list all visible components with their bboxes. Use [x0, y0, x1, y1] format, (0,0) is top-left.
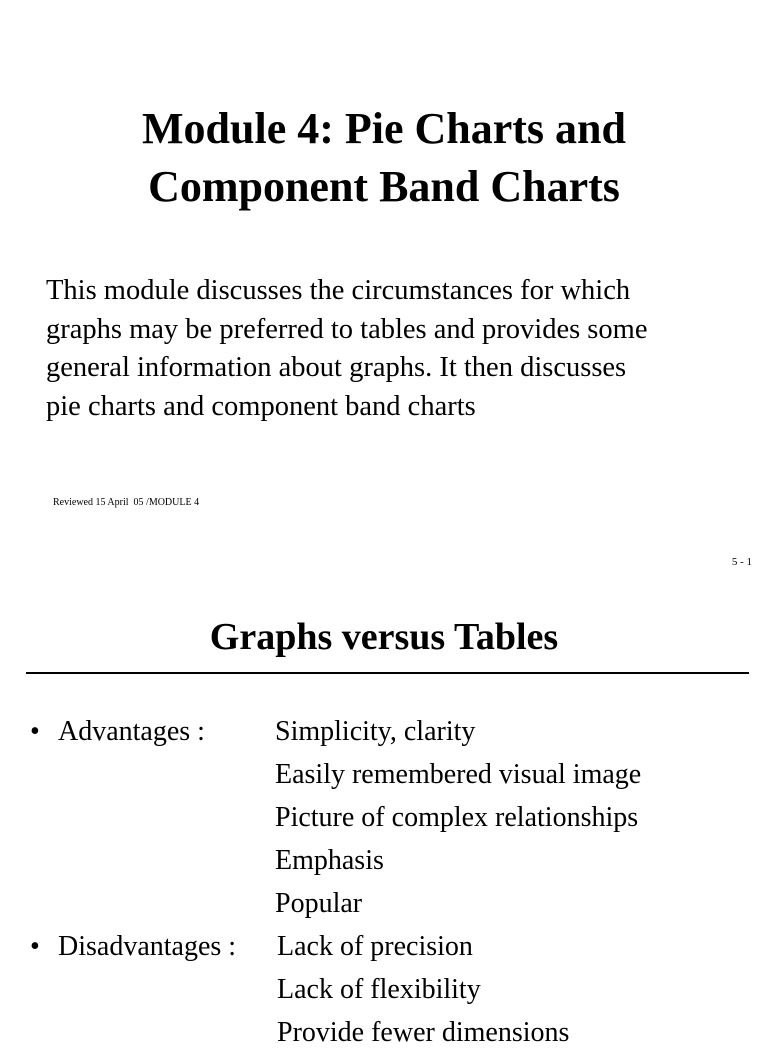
list-item: Popular: [275, 888, 363, 919]
advantages-list: [275, 710, 641, 925]
list-item: Provide fewer dimensions: [277, 1017, 570, 1048]
title-line-2: Component Band Charts: [148, 162, 620, 211]
list-item: Easily remembered visual image: [275, 759, 642, 790]
bullet-icon: •: [30, 716, 40, 747]
list-item: Simplicity, clarity: [275, 716, 476, 747]
list-item: Emphasis: [275, 845, 384, 876]
title-divider: [26, 672, 749, 674]
description-line-2: graphs may be preferred to tables and provides some: [46, 313, 648, 345]
slide-title: [0, 100, 768, 216]
title-line-1: Module 4: Pie Charts and: [142, 104, 626, 153]
slide-graphs-versus-tables: [0, 585, 768, 1048]
slide-title: Graphs versus Tables: [209, 616, 559, 658]
description-line-1: This module discusses the circumstances for which: [46, 275, 631, 306]
description-line-4: pie charts and component band charts: [46, 390, 476, 422]
page-number: 5 - 1: [731, 556, 752, 568]
advantages-label: Advantages :: [58, 716, 205, 747]
disadvantages-label: Disadvantages :: [58, 931, 237, 962]
list-item: Lack of flexibility: [277, 974, 481, 1005]
list-item: Lack of precision: [277, 931, 473, 962]
slide-description: [46, 272, 746, 426]
description-line-3: general information about graphs. It then discusses: [46, 352, 627, 383]
review-note: Reviewed 15 April 05 /MODULE 4: [53, 497, 200, 508]
disadvantages-list: [277, 925, 569, 1054]
list-item: Picture of complex relationships: [275, 802, 639, 833]
bullet-icon: •: [30, 931, 40, 962]
